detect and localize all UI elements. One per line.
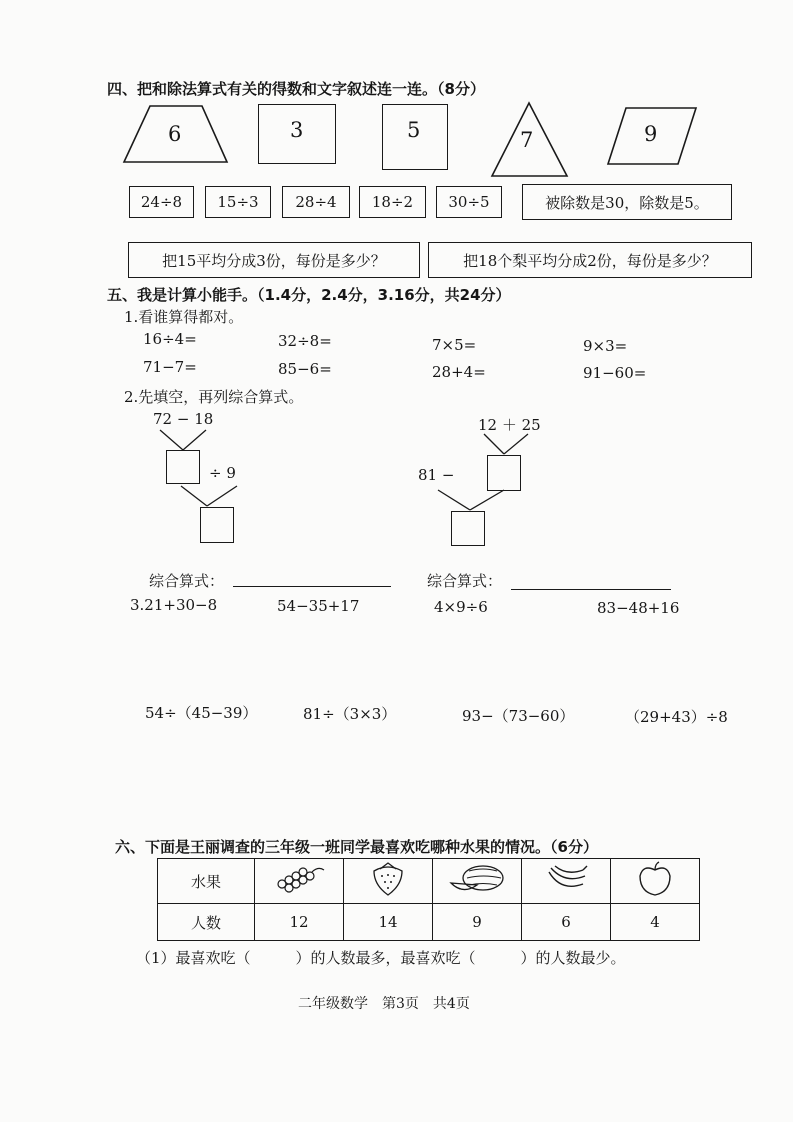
calc-item: 54÷（45−39） [145,704,258,722]
count-cell: 12 [255,904,344,941]
branch-lines [175,484,245,508]
answer-line[interactable] [233,586,391,587]
calc-item: 28+4= [432,363,486,381]
expression-box: 30÷5 [436,186,502,218]
calc-item: 54−35+17 [277,597,360,615]
calc-item: 81÷（3×3） [303,705,397,723]
expression-box: 15÷3 [205,186,271,218]
calc-item: 7×5= [432,336,477,354]
calc-item: 16÷4= [143,330,197,348]
apple-icon [611,859,700,904]
question-1: （1）最喜欢吃（ ）的人数最多，最喜欢吃（ ）的人数最少。 [136,949,626,967]
right-tree-top: 12 ＋ 25 [478,416,541,434]
calc-item: 71−7= [143,358,197,376]
branch-lines [150,428,210,452]
calc-item: 93−（73−60） [462,707,575,725]
answer-box[interactable] [451,511,485,546]
square-2-number: 5 [407,118,421,142]
answer-line[interactable] [511,589,671,590]
calc-item: 4×9÷6 [434,598,488,616]
section5-title: 五、我是计算小能手。（1.4分，2.4分，3.16分，共24分） [107,286,511,304]
count-cell: 9 [433,904,522,941]
description-box: 把18个梨平均分成2份，每份是多少？ [428,242,752,278]
answer-box[interactable] [200,507,234,543]
expression-box: 18÷2 [359,186,426,218]
calc-item: 91−60= [583,364,647,382]
branch-lines [478,432,538,456]
left-tree-op: ÷ 9 [209,464,236,482]
calc-item: 3.21+30−8 [130,596,218,614]
page-footer: 二年级数学 第3页 共4页 [298,996,470,1012]
answer-box[interactable] [487,455,521,491]
expression-box: 24÷8 [129,186,194,218]
section6-title: 六、下面是王丽调查的三年级一班同学最喜欢吃哪种水果的情况。（6分） [115,838,598,856]
calc-item: 83−48+16 [597,599,680,617]
count-cell: 14 [344,904,433,941]
row-label: 人数 [158,904,255,941]
calc-item: （29+43）÷8 [625,708,728,726]
trapezoid-number: 6 [168,122,182,146]
count-cell: 6 [522,904,611,941]
right-tree-op: 81 − [418,466,455,484]
triangle-number: 7 [520,128,534,152]
combined-label: 综合算式： [149,572,225,590]
q2-label: 2.先填空，再列综合算式。 [124,388,304,406]
count-cell: 4 [611,904,700,941]
grapes-icon [255,859,344,904]
description-box: 被除数是30，除数是5。 [522,184,732,220]
watermelon-icon [433,859,522,904]
description-box: 把15平均分成3份，每份是多少？ [128,242,420,278]
combined-label: 综合算式： [427,572,503,590]
calc-item: 85−6= [278,360,332,378]
expression-box: 28÷4 [282,186,350,218]
section4-title: 四、把和除法算式有关的得数和文字叙述连一连。（8分） [107,80,485,98]
row-label: 水果 [158,859,255,904]
answer-box[interactable] [166,450,200,484]
calc-item: 9×3= [583,337,628,355]
left-tree-top: 72 − 18 [153,410,214,428]
parallelogram-number: 9 [644,122,658,146]
calc-item: 32÷8= [278,332,332,350]
fruit-table [157,858,700,941]
square-number: 3 [290,118,304,142]
banana-icon [522,859,611,904]
q1-label: 1.看谁算得都对。 [124,308,244,326]
strawberry-icon [344,859,433,904]
branch-lines [432,488,512,512]
